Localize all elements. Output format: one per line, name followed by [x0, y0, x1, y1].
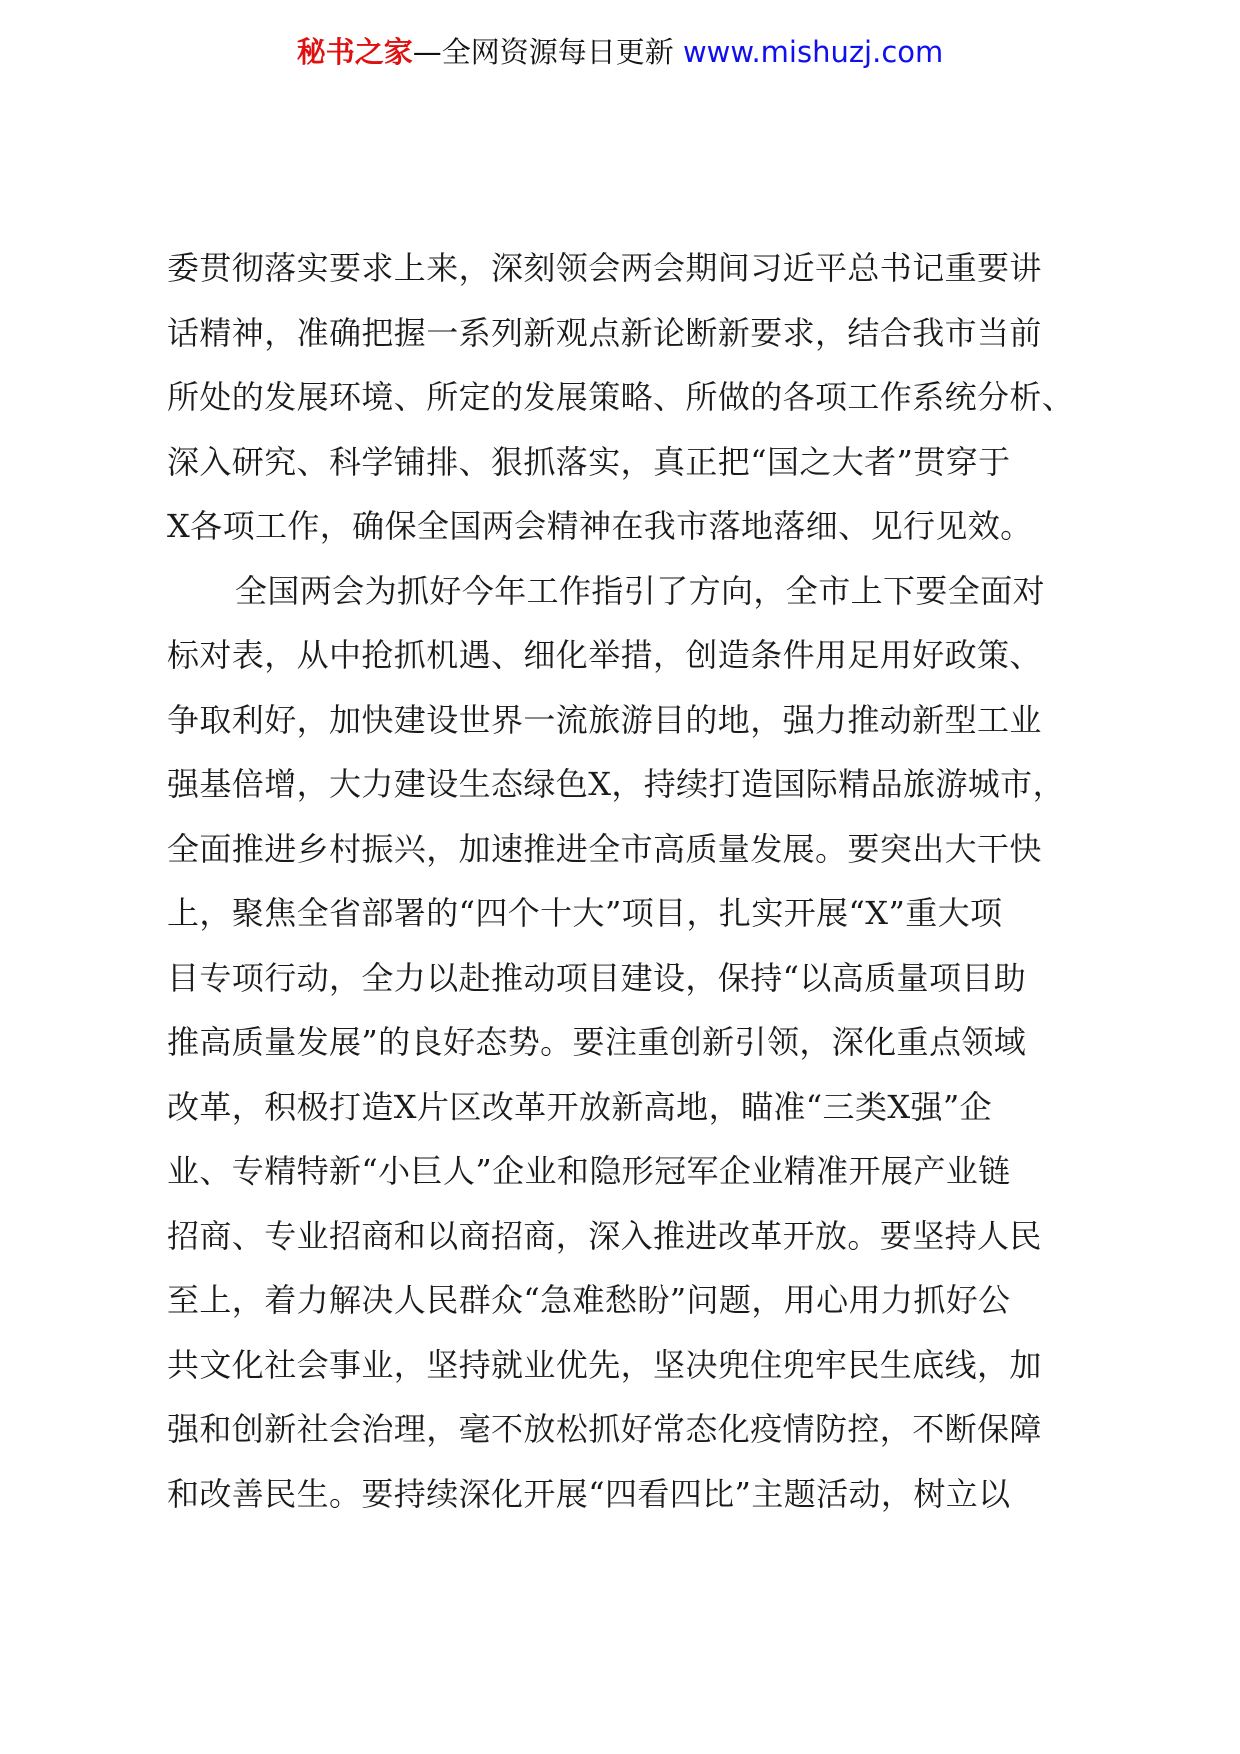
text-line: 话精神，准确把握一系列新观点新论断新要求，结合我市当前	[167, 313, 1042, 352]
text-line: 深入研究、科学铺排、狠抓落实，真正把“国之大者”贯穿于	[167, 442, 1011, 481]
text-line: 上，聚焦全省部署的“四个十大”项目，扎实开展“X”重大项	[167, 894, 1003, 932]
text-line: X各项工作，确保全国两会精神在我市落地落细、见行见效。	[167, 507, 1033, 545]
paragraph-start-line: 全国两会为抓好今年工作指引了方向，全市上下要全面对	[235, 571, 1046, 610]
site-brand: 秘书之家	[296, 35, 413, 69]
text-line: 标对表，从中抢抓机遇、细化举措，创造条件用足用好政策、	[167, 636, 1042, 674]
text-line: 所处的发展环境、所定的发展策略、所做的各项工作系统分析、	[167, 378, 1075, 416]
text-line: 招商、专业招商和以商招商，深入推进改革开放。要坚持人民	[167, 1216, 1042, 1255]
text-line: 争取利好，加快建设世界一流旅游目的地，强力推动新型工业	[167, 700, 1042, 739]
site-tagline: 全网资源每日更新	[441, 35, 674, 69]
text-line: 和改善民生。要持续深化开展“四看四比”主题活动，树立以	[167, 1474, 1011, 1513]
text-line: 改革，积极打造X片区改革开放新高地，瞄准“三类X强”企	[167, 1087, 993, 1126]
text-line: 共文化社会事业，坚持就业优先，坚决兜住兜牢民生底线，加	[167, 1345, 1042, 1384]
text-line: 强和创新社会治理，毫不放松抓好常态化疫情防控，不断保障	[167, 1410, 1042, 1448]
text-line: 全面推进乡村振兴，加速推进全市高质量发展。要突出大干快	[167, 829, 1042, 868]
header-separator: —	[412, 35, 442, 69]
text-line: 业、专精特新“小巨人”企业和隐形冠军企业精准开展产业链	[167, 1152, 1011, 1190]
site-url[interactable]: www.mishuzj.com	[682, 35, 944, 69]
text-line: 至上，着力解决人民群众“急难愁盼”问题，用心用力抓好公	[167, 1281, 1011, 1319]
page-header	[0, 30, 1240, 74]
text-line: 目专项行动，全力以赴推动项目建设，保持“以高质量项目助	[167, 958, 1027, 997]
text-line: 推高质量发展”的良好态势。要注重创新引领，深化重点领域	[167, 1023, 1027, 1061]
text-line: 强基倍增，大力建设生态绿色X，持续打造国际精品旅游城市，	[167, 765, 1065, 803]
text-line: 委贯彻落实要求上来，深刻领会两会期间习近平总书记重要讲	[167, 249, 1042, 287]
document-body	[167, 236, 1087, 1526]
